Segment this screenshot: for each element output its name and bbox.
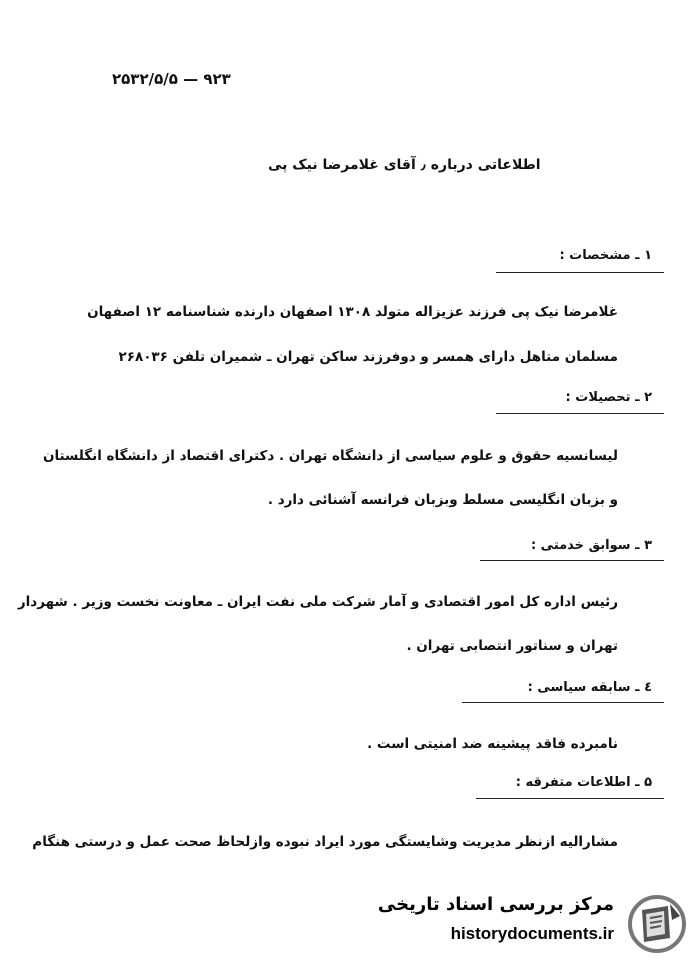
section-heading-education: ۲ ـ تحصیلات : (565, 390, 652, 405)
body-line: نامبرده فاقد پیشینه ضد امنیتی است . (367, 736, 618, 752)
document-reference-number: ۲۵۳۲/۵/۵ — ۹۲۳ (112, 70, 231, 88)
heading-underline (496, 272, 664, 273)
heading-underline (462, 702, 664, 703)
body-line: تهران و سناتور انتصابی تهران . (406, 638, 618, 654)
heading-underline (476, 798, 664, 799)
watermark-title: مرکز بررسی اسناد تاریخی (377, 894, 614, 915)
body-line: لیسانسیه حقوق و علوم سیاسی از دانشگاه تهران . دکترای اقتصاد از دانشگاه انگلستان (42, 448, 618, 464)
heading-underline (480, 560, 664, 561)
watermark-url: historydocuments.ir (450, 924, 614, 943)
heading-underline (496, 413, 664, 414)
body-line: مشارالیه ازنظر مدیریت وشایستگی مورد ایراد نبوده وازلحاظ صحت عمل و درستی هنگام (32, 834, 618, 850)
body-line: و بزبان انگلیسی مسلط وبزبان فرانسه آشنائی دارد . (267, 492, 618, 508)
section-heading-identity: ۱ ـ مشخصات : (559, 248, 652, 263)
body-line: غلامرضا نیک پی فرزند عزیزاله متولد ۱۳۰۸ اصفهان دارنده شناسنامه ۱۲ اصفهان (87, 304, 618, 320)
document-title: اطلاعاتی درباره ٫ آقای غلامرضا نیک پی (268, 157, 541, 173)
archive-watermark (377, 890, 696, 958)
section-heading-miscellaneous: ۵ ـ اطلاعات متفرقه : (515, 775, 652, 790)
section-heading-political-record: ٤ ـ سابقه سیاسی : (527, 680, 652, 695)
body-line: رئیس اداره کل امور اقتصادی و آمار شرکت ملی نفت ایران ـ معاونت نخست وزیر . شهردار (17, 594, 618, 610)
body-line: مسلمان متاهل دارای همسر و دوفرزند ساکن تهران ـ شمیران تلفن ۲۶۸۰۳۶ (118, 349, 618, 365)
document-archive-logo-icon (624, 894, 690, 954)
section-heading-service-record: ۳ ـ سوابق خدمتی : (530, 538, 652, 553)
